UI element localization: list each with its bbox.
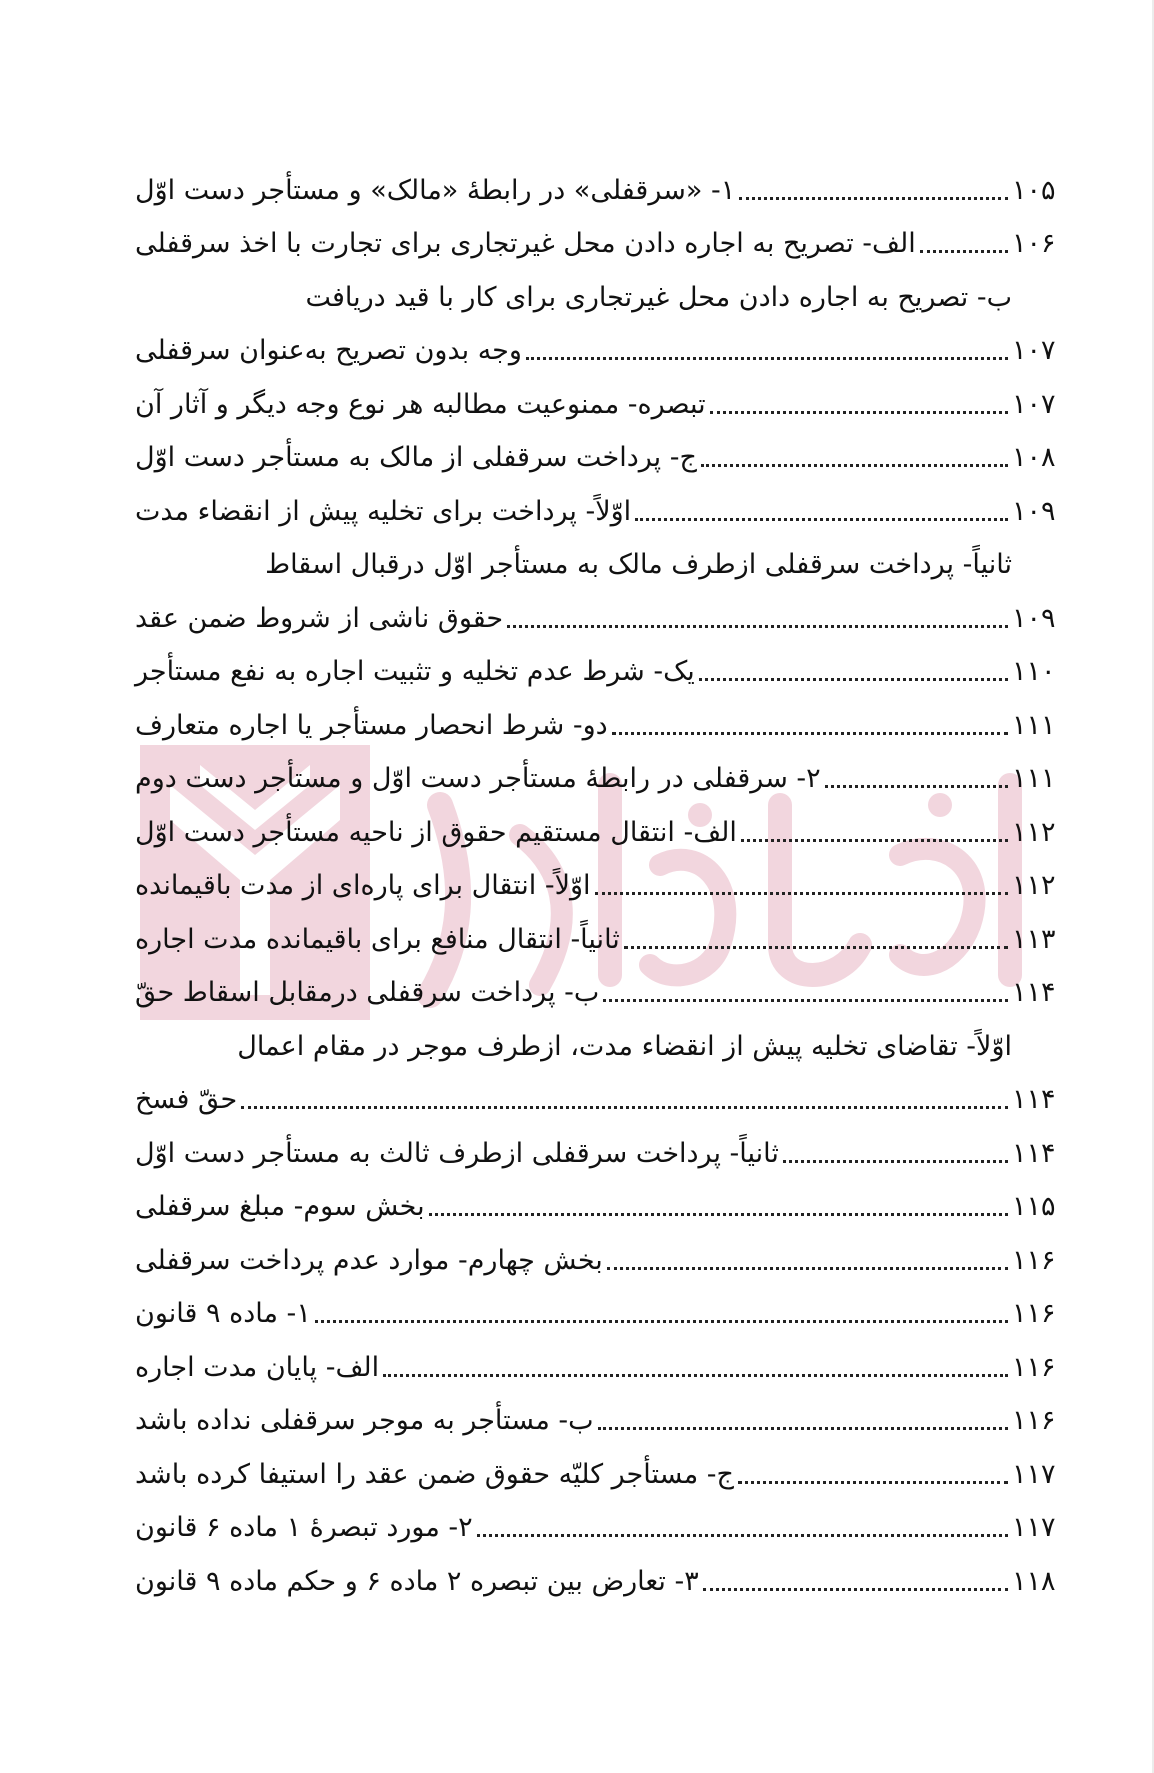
toc-entry	[135, 1439, 1070, 1493]
toc-entry-title: حقوق ناشی از شروط ضمن عقد	[135, 602, 504, 634]
toc-entry	[135, 476, 1070, 530]
toc-entry	[135, 1118, 1070, 1172]
toc-entry-title: ۱- «سرقفلی» در رابطهٔ «مالک» و مستأجر دست اوّل	[135, 174, 736, 206]
toc-entry-page: ۱۱۴	[1012, 1084, 1056, 1115]
toc-entry-page: ۱۱۶	[1012, 1244, 1056, 1276]
toc-entry-title: ۲- مورد تبصرهٔ ۱ ماده ۶ قانون	[135, 1512, 473, 1543]
dot-leader	[429, 1213, 1008, 1216]
toc-entry	[135, 369, 1070, 423]
toc-entry-title: بخش سوم- مبلغ سرقفلی	[135, 1191, 425, 1222]
toc-entry-page: ۱۱۶	[1012, 1298, 1056, 1329]
toc-entry	[135, 1546, 1070, 1600]
dot-leader	[526, 357, 1008, 360]
toc-entry-title: یک- شرط عدم تخلیه و تثبیت اجاره به نفع مستأجر	[135, 656, 695, 687]
toc-entry-page: ۱۱۵	[1012, 1191, 1056, 1222]
dot-leader	[783, 1160, 1008, 1163]
toc-entry	[135, 1386, 1070, 1440]
dot-leader	[741, 839, 1008, 842]
dot-leader	[738, 1481, 1008, 1484]
toc-entry-title: ثانیاً- انتقال منافع برای باقیمانده مدت اجاره	[135, 923, 620, 955]
dot-leader	[624, 946, 1008, 949]
toc-entry	[135, 958, 1070, 1012]
dot-leader	[635, 518, 1008, 521]
toc-entry-page: ۱۰۷	[1012, 335, 1056, 366]
dot-leader	[825, 785, 1008, 788]
dot-leader	[315, 1320, 1008, 1323]
toc-entry-continued	[135, 1011, 1070, 1065]
toc-entry-title: ثانیاً- پرداخت سرقفلی ازطرف مالک به مستأجر اوّل درقبال اسقاط	[265, 549, 1012, 580]
toc-entry-title: الف- پایان مدت اجاره	[135, 1351, 380, 1383]
toc-entry-title: ب- پرداخت سرقفلی درمقابل اسقاط حقّ	[135, 977, 600, 1008]
toc-entry	[135, 1332, 1070, 1386]
dot-leader	[507, 625, 1008, 628]
toc-entry-title: ثانیاً- پرداخت سرقفلی ازطرف ثالث به مستأجر دست اوّل	[135, 1137, 779, 1169]
toc-entry-page: ۱۱۱	[1012, 763, 1056, 794]
toc-entry-page: ۱۱۶	[1012, 1405, 1056, 1436]
dot-leader	[703, 1588, 1008, 1591]
dot-leader	[595, 892, 1008, 895]
toc-entry	[135, 690, 1070, 744]
toc-entry-title: ۳- تعارض بین تبصره ۲ ماده ۶ و حکم ماده ۹ قانون	[135, 1565, 699, 1597]
toc-entry-title: اوّلاً- انتقال برای پاره‌ای از مدت باقیمانده	[135, 870, 591, 901]
toc-entry	[135, 1172, 1070, 1226]
toc-entry-title: بخش چهارم- موارد عدم پرداخت سرقفلی	[135, 1244, 603, 1276]
toc-entry	[135, 637, 1070, 691]
toc-entry	[135, 1065, 1070, 1119]
toc-entry-page: ۱۰۵	[1012, 174, 1056, 206]
toc-entry-continued	[135, 530, 1070, 584]
toc-entry-title: ۱- ماده ۹ قانون	[135, 1298, 311, 1329]
dot-leader	[607, 1267, 1008, 1270]
toc-entry-page: ۱۰۹	[1012, 602, 1056, 634]
toc-entry	[135, 851, 1070, 905]
dot-leader	[603, 999, 1008, 1002]
toc-entry-page: ۱۱۷	[1012, 1458, 1056, 1490]
toc-entry-title: دو- شرط انحصار مستأجر یا اجاره متعارف	[135, 709, 608, 741]
dot-leader	[383, 1374, 1008, 1377]
dot-leader	[920, 250, 1008, 253]
dot-leader	[241, 1106, 1008, 1109]
toc-entry-title: ب- مستأجر به موجر سرقفلی نداده باشد	[135, 1405, 594, 1436]
table-of-contents	[135, 155, 1070, 1600]
toc-entry-title: ج- مستأجر کلیّه حقوق ضمن عقد را استیفا کرده باشد	[135, 1458, 734, 1490]
dot-leader	[739, 197, 1008, 200]
dot-leader	[701, 464, 1008, 467]
toc-entry	[135, 209, 1070, 263]
toc-entry-page: ۱۰۷	[1012, 388, 1056, 420]
toc-entry-page: ۱۰۹	[1012, 495, 1056, 527]
toc-entry	[135, 316, 1070, 370]
toc-entry	[135, 797, 1070, 851]
toc-entry-page: ۱۱۲	[1012, 816, 1056, 848]
toc-entry-title: وجه بدون تصریح به‌عنوان سرقفلی	[135, 335, 522, 366]
toc-entry-title: الف- تصریح به اجاره دادن محل غیرتجاری برای تجارت با اخذ سرقفلی	[135, 228, 916, 259]
dot-leader	[612, 732, 1008, 735]
toc-entry-title: تبصره- ممنوعیت مطالبه هر نوع وجه دیگر و آثار آن	[135, 388, 706, 420]
toc-entry-title: الف- انتقال مستقیم حقوق از ناحیه مستأجر دست اوّل	[135, 816, 737, 848]
toc-entry-title: اوّلاً- تقاضای تخلیه پیش از انقضاء مدت، ازطرف موجر در مقام اعمال	[237, 1030, 1012, 1062]
toc-entry	[135, 423, 1070, 477]
toc-entry	[135, 155, 1070, 209]
toc-entry	[135, 744, 1070, 798]
toc-entry-title: ۲- سرقفلی در رابطهٔ مستأجر دست اوّل و مستأجر دست دوم	[135, 763, 821, 794]
toc-entry	[135, 583, 1070, 637]
toc-entry	[135, 1493, 1070, 1547]
toc-entry-page: ۱۱۸	[1012, 1565, 1056, 1597]
toc-entry-continued	[135, 262, 1070, 316]
toc-entry-title: اوّلاً- پرداخت برای تخلیه پیش از انقضاء مدت	[135, 495, 632, 527]
dot-leader	[710, 411, 1008, 414]
toc-entry-page: ۱۱۴	[1012, 977, 1056, 1008]
toc-entry	[135, 1225, 1070, 1279]
toc-entry-page: ۱۱۳	[1012, 923, 1056, 955]
toc-entry	[135, 1279, 1070, 1333]
toc-entry	[135, 904, 1070, 958]
toc-entry-page: ۱۱۶	[1012, 1351, 1056, 1383]
toc-entry-title: حقّ فسخ	[135, 1084, 238, 1115]
dot-leader	[598, 1427, 1008, 1430]
toc-entry-page: ۱۱۲	[1012, 870, 1056, 901]
toc-entry-page: ۱۱۱	[1012, 709, 1056, 741]
dot-leader	[477, 1534, 1008, 1537]
toc-entry-page: ۱۱۴	[1012, 1137, 1056, 1169]
dot-leader	[699, 678, 1008, 681]
toc-entry-page: ۱۱۷	[1012, 1512, 1056, 1543]
toc-entry-title: ج- پرداخت سرقفلی از مالک به مستأجر دست اوّل	[135, 442, 697, 473]
toc-entry-page: ۱۰۸	[1012, 442, 1056, 473]
toc-entry-title: ب- تصریح به اجاره دادن محل غیرتجاری برای کار با قید دریافت	[305, 281, 1012, 313]
toc-entry-page: ۱۰۶	[1012, 228, 1056, 259]
toc-entry-page: ۱۱۰	[1012, 656, 1056, 687]
